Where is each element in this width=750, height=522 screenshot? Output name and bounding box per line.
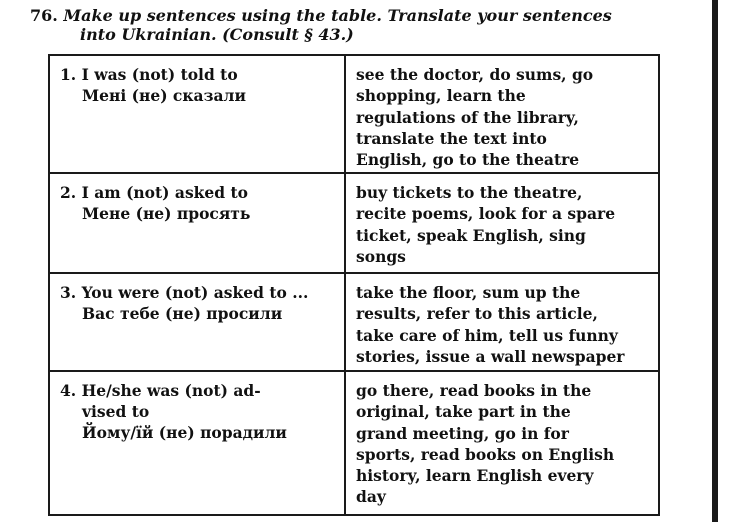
exercise-heading xyxy=(30,6,690,44)
cell-line: 1. I was (not) told to xyxy=(60,65,238,84)
cell-line: 3. You were (not) asked to ... xyxy=(60,283,309,302)
table-row xyxy=(50,174,658,274)
table-cell-actions xyxy=(346,372,658,514)
cell-line: translate the text into xyxy=(356,128,547,148)
cell-line: take care of him, tell us funny xyxy=(356,325,618,345)
cell-line: see the doctor, do sums, go xyxy=(356,65,594,84)
cell-line: Мене (не) просять xyxy=(82,204,251,223)
cell-line: ticket, speak English, sing xyxy=(356,225,586,245)
cell-line: shopping, learn the xyxy=(356,86,526,106)
exercise-instruction-line2: into Ukrainian. (Consult § 43.) xyxy=(80,25,354,44)
cell-line: regulations of the library, xyxy=(356,107,579,127)
cell-line: history, learn English every xyxy=(356,466,594,486)
table-row xyxy=(50,372,658,514)
exercise-number: 76. xyxy=(30,6,58,25)
table-cell-subject xyxy=(50,56,346,172)
cell-line: Йому/їй (не) порадили xyxy=(82,423,287,442)
cell-line: day xyxy=(356,487,386,507)
cell-line: 2. I am (not) asked to xyxy=(60,183,248,202)
cell-line: take the floor, sum up the xyxy=(356,283,581,302)
cell-line: 4. He/she was (not) ad- xyxy=(60,381,261,400)
table-cell-subject xyxy=(50,372,346,514)
exercise-instruction-line1: Make up sentences using the table. Translate your sentences xyxy=(63,6,612,25)
table-cell-subject xyxy=(50,274,346,370)
cell-line: Вас тебе (не) просили xyxy=(82,304,283,323)
cell-line: stories, issue a wall newspaper xyxy=(356,346,625,366)
table-cell-actions xyxy=(346,56,658,172)
cell-line: recite poems, look for a spare xyxy=(356,204,616,224)
cell-line: songs xyxy=(356,246,406,266)
cell-line: original, take part in the xyxy=(356,402,571,422)
cell-line: vised to xyxy=(82,402,150,421)
table-cell-subject xyxy=(50,174,346,272)
cell-line: results, refer to this article, xyxy=(356,304,598,324)
table-cell-actions xyxy=(346,274,658,370)
table-row xyxy=(50,56,658,174)
sentence-table xyxy=(48,54,660,516)
cell-line: sports, read books on English xyxy=(356,444,615,464)
cell-line: grand meeting, go in for xyxy=(356,423,569,443)
cell-line: English, go to the theatre xyxy=(356,150,580,170)
page-edge-rule xyxy=(712,0,718,522)
cell-line: Мені (не) сказали xyxy=(82,86,246,105)
cell-line: buy tickets to the theatre, xyxy=(356,183,583,202)
cell-line: go there, read books in the xyxy=(356,381,592,400)
table-row xyxy=(50,274,658,372)
table-cell-actions xyxy=(346,174,658,272)
